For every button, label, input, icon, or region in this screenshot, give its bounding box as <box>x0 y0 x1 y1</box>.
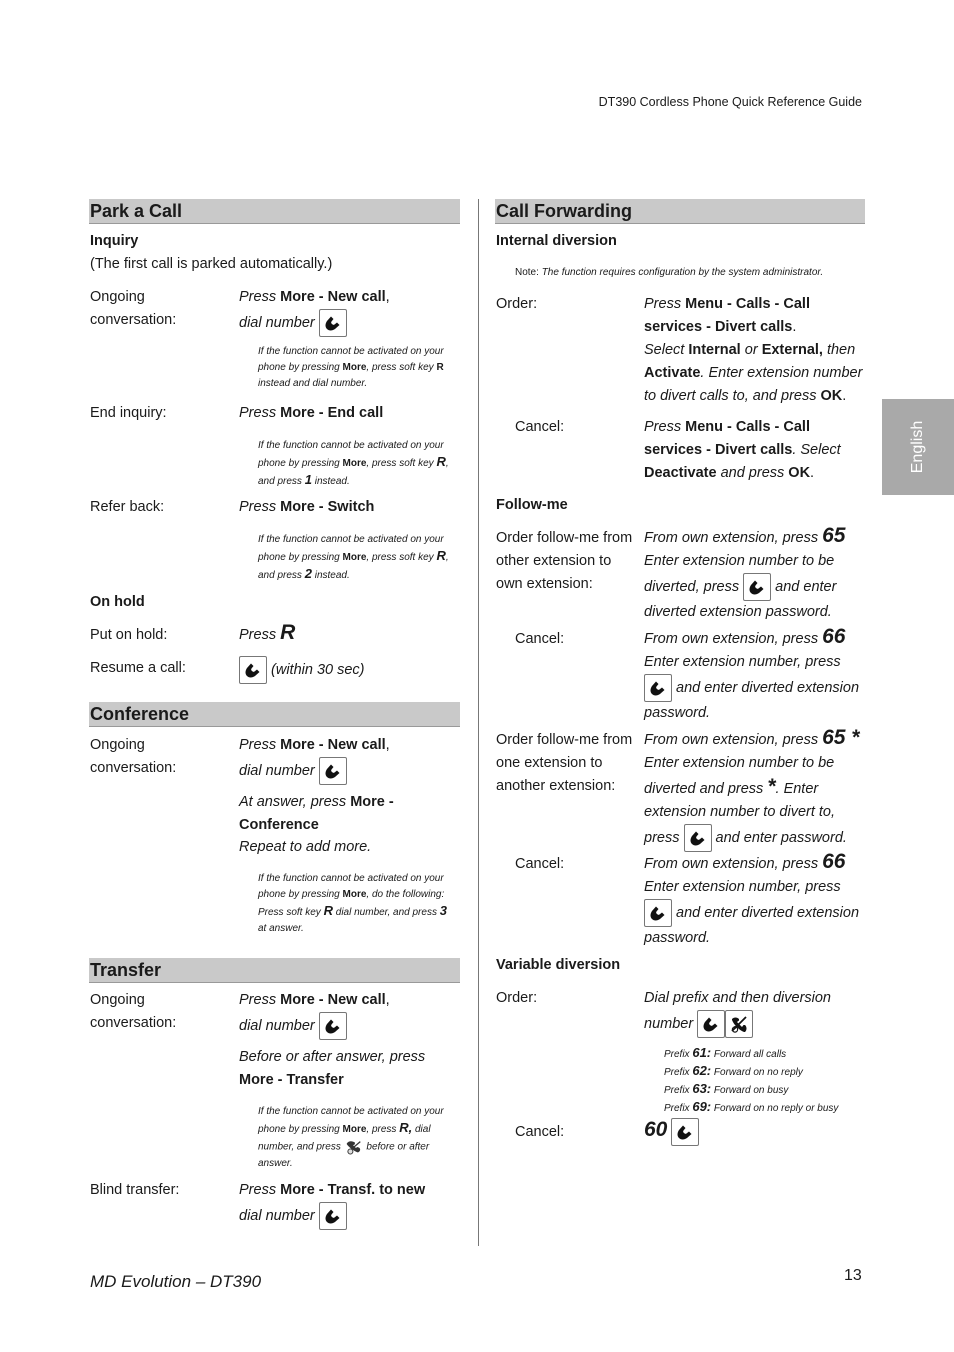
fm2-label: Order follow-me from one extension to another extension: <box>496 732 633 794</box>
variable-order-instruction: Dial prefix and then diversion number <box>644 987 844 1038</box>
phone-handset-icon <box>697 1010 725 1038</box>
inquiry-heading: Inquiry <box>90 233 139 249</box>
phone-handset-icon <box>644 674 672 702</box>
fm1-cancel-label: Cancel: <box>515 631 565 647</box>
prefix-list <box>664 1045 864 1117</box>
park-note-2: If the function cannot be activated on your phone by pressing More, press soft key R, and press 1 instead. <box>258 440 449 487</box>
phone-handset-icon <box>319 757 347 785</box>
put-on-hold-instruction: Press R <box>239 621 296 644</box>
internal-order-instruction: Press Menu - Calls - Call services - Divert calls. Select Internal or External, then Activate. Enter extension number to divert calls to, and press OK. <box>644 296 863 404</box>
internal-diversion-heading: Internal diversion <box>496 233 617 249</box>
language-tab-label: English <box>909 420 926 474</box>
put-on-hold-label: Put on hold: <box>90 627 168 643</box>
fm1-label: Order follow-me from other extension to own extension: <box>496 530 633 592</box>
conference-section-title: Conference <box>89 702 460 727</box>
transfer-ongoing-instruction: Press More - New call, dial number <box>239 989 439 1040</box>
conference-ongoing-instruction: Press More - New call, dial number <box>239 734 439 785</box>
park-note-1: If the function cannot be activated on your phone by pressing More, press soft key R instead and dial number. <box>258 346 444 389</box>
language-tab <box>882 399 954 495</box>
end-inquiry-instruction: Press More - End call <box>239 405 384 421</box>
phone-handset-icon <box>319 309 347 337</box>
park-ongoing-label: Ongoing conversation: <box>90 289 177 328</box>
phone-handset-icon <box>684 824 712 852</box>
variable-cancel-label: Cancel: <box>515 1124 565 1140</box>
resume-call-label: Resume a call: <box>90 660 186 676</box>
conference-answer-instruction: At answer, press More - Conference <box>239 794 394 833</box>
document-header: DT390 Cordless Phone Quick Reference Guide <box>598 95 862 109</box>
page-number: 13 <box>844 1267 862 1284</box>
footer-product: MD Evolution – DT390 <box>90 1272 262 1291</box>
prefix-item: Prefix 63: Forward on busy <box>664 1081 789 1096</box>
conference-repeat: Repeat to add more. <box>239 839 372 855</box>
refer-back-label: Refer back: <box>90 499 165 515</box>
transfer-section-title: Transfer <box>89 958 460 983</box>
internal-order-label: Order: <box>496 296 538 312</box>
prefix-item: Prefix 69: Forward on no reply or busy <box>664 1099 839 1114</box>
phone-handset-icon <box>319 1012 347 1040</box>
variable-diversion-heading: Variable diversion <box>496 957 621 973</box>
blind-transfer-instruction: Press More - Transf. to new dial number <box>239 1179 439 1230</box>
park-note-3: If the function cannot be activated on your phone by pressing More, press soft key R, and press 2 instead. <box>258 534 449 581</box>
forwarding-section-title: Call Forwarding <box>495 199 865 224</box>
fm1-instruction: From own extension, press 65 Enter extension number to be diverted, press and enter diverted extension password. <box>644 524 846 620</box>
divert-handset-icon <box>725 1010 753 1038</box>
column-divider <box>478 199 479 1246</box>
transfer-handset-icon <box>344 1138 364 1156</box>
blind-transfer-label: Blind transfer: <box>90 1182 180 1198</box>
phone-handset-icon <box>743 573 771 601</box>
park-ongoing-instruction: Press More - New call, dial number <box>239 286 439 337</box>
fm2-cancel-label: Cancel: <box>515 856 565 872</box>
on-hold-heading: On hold <box>90 594 145 610</box>
park-section-title: Park a Call <box>89 199 460 224</box>
internal-cancel-instruction: Press Menu - Calls - Call services - Divert calls. Select Deactivate and press OK. <box>644 419 841 481</box>
internal-cancel-label: Cancel: <box>515 419 565 435</box>
resume-call-instruction: (within 30 sec) <box>239 656 365 684</box>
transfer-before-instruction: Before or after answer, press More - Transfer <box>239 1049 426 1088</box>
phone-handset-icon <box>239 656 267 684</box>
phone-handset-icon <box>671 1118 699 1146</box>
follow-me-heading: Follow-me <box>496 497 568 513</box>
transfer-ongoing-label: Ongoing conversation: <box>90 992 177 1031</box>
refer-back-instruction: Press More - Switch <box>239 499 375 515</box>
prefix-item: Prefix 62: Forward on no reply <box>664 1063 803 1078</box>
variable-cancel-instruction: 60 <box>644 1118 699 1146</box>
transfer-note: If the function cannot be activated on your phone by pressing More, press R, dial number, and press before or after answer. <box>258 1106 444 1169</box>
inquiry-subtext: (The first call is parked automatically.) <box>90 256 333 272</box>
configuration-note: Note: The function requires configuration by the system administrator. <box>515 267 824 278</box>
conference-ongoing-label: Ongoing conversation: <box>90 737 177 776</box>
fm1-cancel-instruction: From own extension, press 66 Enter extension number, press and enter diverted extension password. <box>644 625 860 721</box>
prefix-item: Prefix 61: Forward all calls <box>664 1045 787 1060</box>
conference-note: If the function cannot be activated on your phone by pressing More, do the following: Press soft key R dial number, and press 3 at answer. <box>258 873 447 934</box>
variable-order-label: Order: <box>496 990 538 1006</box>
fm2-cancel-instruction: From own extension, press 66 Enter extension number, press and enter diverted extension password. <box>644 850 860 946</box>
fm2-instruction: From own extension, press 65 * Enter extension number to be diverted and press *. Enter extension number to divert to, press and enter password. <box>644 726 866 852</box>
phone-handset-icon <box>319 1202 347 1230</box>
end-inquiry-label: End inquiry: <box>90 405 167 421</box>
phone-handset-icon <box>644 899 672 927</box>
